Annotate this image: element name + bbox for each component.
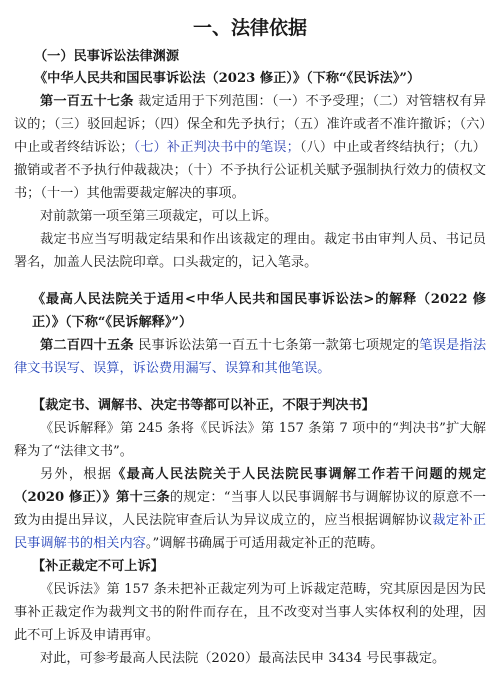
article-text: 民事诉讼法第一百五十七条第一款第七项规定的	[133, 338, 420, 353]
no-appeal-paragraph: 《民诉法》第 157 条未把补正裁定列为可上诉裁定范畴，究其原因是因为民事补正裁定作为裁判文书的附件而存在，且不改变对当事人实体权利的处理，因此不可上诉及申请再审。	[14, 582, 486, 643]
interpretation-paragraph: 《民诉解释》第 245 条将《民诉法》第 157 条第 7 项中的“判决书”扩大解释为了“法律文书”。	[14, 421, 486, 459]
spacer	[14, 380, 486, 394]
mediation-rule-paragraph: 另外，根据《最高人民法院关于人民法院民事调解工作若干问题的规定（2020 修正）》第十三条的规定：“当事人以民事调解书与调解协议的原意不一致为由提出异议，人民法院审查后认为异议成立的，应当根据调解协议裁定补正民事调解书的相关内容。”调解书确属于可适用裁定补正的范畴。	[14, 467, 487, 551]
ruling-format-paragraph: 裁定书应当写明裁定结果和作出该裁定的理由。裁定书由审判人员、书记员署名，加盖人民法院印章。口头裁定的，记入笔录。	[14, 232, 486, 270]
heading-no-appeal: 【补正裁定不可上诉】	[32, 559, 164, 574]
article-245-paragraph	[14, 334, 486, 380]
spacer	[14, 274, 486, 288]
subheading-civil-procedure-sources: （一）民事诉讼法律渊源	[34, 49, 180, 64]
article-text: 裁定适用于下列范围：（一）不予受理；（二）对管辖权有异议的；（三）驳回起诉；（四）保全和先予执行；（五）准许或者不准许撤诉；（六）中止或者终结诉讼；	[14, 94, 487, 155]
mediation-law-title: 《最高人民法院关于人民法院民事调解工作若干问题的规定（2020 修正）》第十三条	[14, 467, 487, 505]
article-157-paragraph	[14, 90, 486, 205]
article-label: 第二百四十五条	[40, 338, 134, 353]
reference-case-paragraph: 对此，可参考最高人民法院（2020）最高法民申 3434 号民事裁定。	[40, 651, 446, 666]
heading-correction-scope: 【裁定书、调解书、决定书等都可以补正，不限于判决书】	[32, 398, 375, 413]
article-text-cont: （八）中止或者终结执行；（九）撤销或者不予执行仲裁裁决；（十）不予执行公证机关赋予强制执行效力的债权文书；（十一）其他需要裁定解决的事项。	[14, 140, 486, 201]
highlighted-mediation: 裁定补正民事调解书的相关内容	[14, 513, 486, 551]
appeal-paragraph: 对前款第一项至第三项裁定，可以上诉。	[40, 209, 278, 224]
highlighted-definition: 笔误是指法律文书误写、误算，诉讼费用漏写、误算和其他笔误。	[14, 338, 487, 376]
law-title-civil-procedure: 《中华人民共和国民事诉讼法（2023 修正）》（下称“《民诉法》”）	[34, 71, 421, 86]
article-label: 第一百五十七条	[40, 94, 134, 109]
section-title: 一、法律依据	[192, 17, 307, 39]
highlighted-clause: （七）补正判决书中的笔误；	[133, 140, 300, 155]
law-title-interpretation: 《最高人民法院关于适用<中华人民共和国民事诉讼法>的解释（2022 修正）》（下称“《民诉解释》”）	[32, 292, 486, 330]
